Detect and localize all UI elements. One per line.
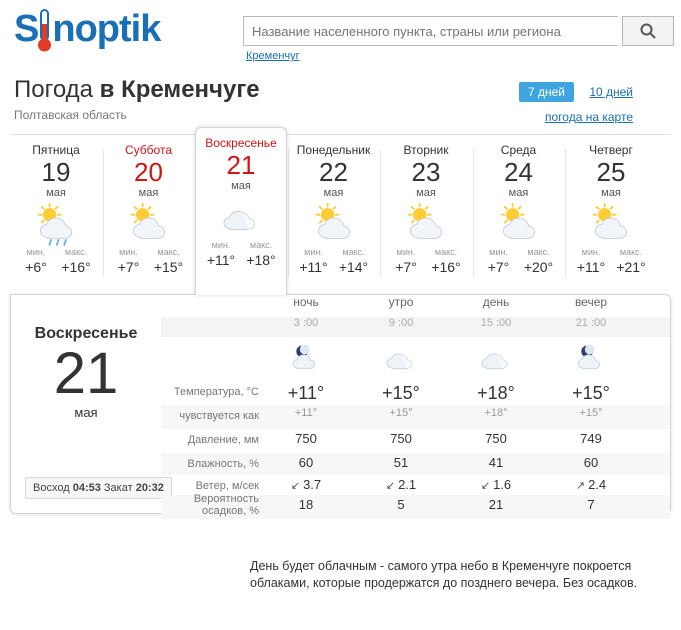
detail-day-of-week: Воскресенье xyxy=(34,325,138,342)
day-card-minmax-labels: мин. макс. xyxy=(581,247,643,257)
row-label: Вероятность осадков, % xyxy=(193,493,259,517)
day-description: День будет облачным - самого утра небо в Кременчуге покроется облаками, которые продержатся до позднего вечера. Без осадков. xyxy=(250,559,638,590)
page-title-city: в Кременчуге xyxy=(99,76,260,103)
part-weather-icon-cloud xyxy=(351,341,451,377)
row-value: 7 xyxy=(587,497,595,512)
day-card-23[interactable] xyxy=(380,135,472,290)
row-value: 51 xyxy=(393,455,409,470)
part-time-ночь: 3 :00 xyxy=(256,317,356,337)
row-value: +15° xyxy=(572,383,610,403)
row-value: 60 xyxy=(298,455,314,470)
row-value: 750 xyxy=(390,431,412,446)
wind-direction-icon: ↗ xyxy=(575,480,586,492)
part-time-вечер: 21 :00 xyxy=(541,317,641,337)
days-strip xyxy=(10,134,671,294)
day-detail-panel xyxy=(10,294,671,517)
part-weather-icon-moon-cloud xyxy=(256,341,356,377)
part-weather-icon-cloud xyxy=(446,341,546,377)
day-card-dow: Вторник xyxy=(403,143,449,157)
day-card-number: 21 xyxy=(226,150,256,180)
day-card-month: мая xyxy=(46,187,66,199)
day-card-minmax-values: +7° +20° xyxy=(487,259,554,275)
day-card-number: 24 xyxy=(504,157,533,187)
row-value: 21 xyxy=(488,497,504,512)
site-header xyxy=(0,0,681,62)
row-value: +15° xyxy=(382,383,420,403)
tab-10-days[interactable]: 10 дней xyxy=(589,85,633,99)
page-title-prefix: Погода xyxy=(14,76,100,103)
search-bar xyxy=(243,16,674,46)
row-value: +11° xyxy=(294,407,318,419)
day-card-minmax-labels: мин. макс. xyxy=(304,247,365,257)
weather-icon-sun-cloud xyxy=(380,203,472,245)
day-card-20[interactable] xyxy=(103,135,195,290)
wind-direction-icon: ↙ xyxy=(480,480,491,492)
wind-direction-icon: ↙ xyxy=(385,480,396,492)
sunset-label: Закат xyxy=(103,482,133,494)
day-card-dow: Среда xyxy=(500,143,537,157)
day-card-month: мая xyxy=(601,187,621,199)
row-value: ↙ 3.7 xyxy=(290,477,322,492)
weather-icon-sun-cloud xyxy=(473,203,565,245)
day-card-dow: Понедельник xyxy=(296,143,371,157)
day-card-minmax-labels: мин. макс. xyxy=(119,247,180,257)
row-value: ↗ 2.4 xyxy=(575,477,607,492)
day-card-minmax-labels: мин. макс. xyxy=(211,240,273,250)
weather-icon-sun-cloud xyxy=(565,203,657,245)
search-icon xyxy=(623,22,673,40)
day-card-minmax-labels: мин. макс. xyxy=(26,247,88,257)
part-time-утро: 9 :00 xyxy=(351,317,451,337)
day-card-22[interactable] xyxy=(288,135,380,290)
row-value: 750 xyxy=(485,431,507,446)
sunset-time: 20:32 xyxy=(135,482,164,494)
part-name-вечер: вечер xyxy=(574,295,608,309)
part-name-день: день xyxy=(482,295,510,309)
day-card-25[interactable] xyxy=(565,135,657,290)
row-value: 5 xyxy=(397,497,405,512)
row-value: 749 xyxy=(580,431,602,446)
sunrise-label: Восход xyxy=(33,482,70,494)
page-subtitle: Полтавская область xyxy=(14,108,127,122)
search-button[interactable] xyxy=(622,16,674,46)
day-card-minmax-labels: мин. макс. xyxy=(489,247,550,257)
day-card-minmax-values: +11° +14° xyxy=(299,259,369,275)
day-card-dow: Пятница xyxy=(32,143,80,157)
detail-day-number: 21 xyxy=(53,341,119,406)
day-card-month: мая xyxy=(323,187,344,199)
day-card-dow: Четверг xyxy=(589,143,633,157)
site-logo[interactable]: S noptik xyxy=(14,8,161,50)
row-label: Температура, °C xyxy=(173,386,259,398)
day-card-month: мая xyxy=(138,187,159,199)
day-card-number: 25 xyxy=(596,157,626,187)
weather-icon-sun-cloud xyxy=(103,203,195,245)
row-value: +15° xyxy=(579,407,603,419)
part-weather-icon-moon-cloud xyxy=(541,341,641,377)
row-value: 41 xyxy=(488,455,504,470)
day-card-24[interactable] xyxy=(473,135,565,290)
weather-icon-sun-cloud-rain xyxy=(10,203,102,245)
row-value: +18° xyxy=(477,383,515,403)
sun-times xyxy=(25,477,172,499)
day-card-minmax-values: +11° +18° xyxy=(206,252,276,268)
day-card-month: мая xyxy=(231,180,251,192)
day-card-21[interactable] xyxy=(195,127,287,295)
day-card-minmax-values: +7° +15° xyxy=(117,259,184,275)
day-card-minmax-values: +11° +21° xyxy=(576,259,646,275)
detail-date-block xyxy=(11,295,161,420)
day-card-19[interactable] xyxy=(10,135,102,290)
day-card-number: 19 xyxy=(41,157,71,187)
row-label: Влажность, % xyxy=(187,458,259,470)
row-value: +15° xyxy=(389,407,413,419)
page-title-block xyxy=(0,62,681,128)
row-value: +11° xyxy=(287,383,325,403)
day-card-month: мая xyxy=(416,187,436,199)
row-value: 750 xyxy=(295,431,317,446)
row-value: 60 xyxy=(583,455,599,470)
day-card-minmax-values: +6° +16° xyxy=(25,259,91,275)
weather-icon-sun-cloud xyxy=(288,203,380,245)
detail-grid xyxy=(161,295,670,517)
row-value: ↙ 2.1 xyxy=(385,477,417,492)
part-time-день: 15 :00 xyxy=(446,317,546,337)
day-card-dow: Воскресенье xyxy=(205,136,277,150)
row-label: Давление, мм xyxy=(187,434,259,446)
day-card-number: 22 xyxy=(319,157,348,187)
day-card-month: мая xyxy=(508,187,529,199)
search-input[interactable] xyxy=(243,16,618,46)
day-card-minmax-labels: мин. макс. xyxy=(396,247,458,257)
part-name-ночь: ночь xyxy=(293,295,319,309)
wind-direction-icon: ↙ xyxy=(290,480,301,492)
part-name-утро: утро xyxy=(388,295,414,309)
day-card-dow: Суббота xyxy=(125,143,172,157)
row-value: +18° xyxy=(484,407,508,419)
row-value: ↙ 1.6 xyxy=(480,477,512,492)
sunrise-time: 04:53 xyxy=(72,482,101,494)
row-label: Ветер, м/сек xyxy=(195,480,259,492)
day-card-number: 23 xyxy=(411,157,441,187)
day-card-number: 20 xyxy=(134,157,163,187)
tab-7-days[interactable]: 7 дней xyxy=(519,82,574,102)
weather-icon-cloud xyxy=(196,196,286,238)
weather-map-link[interactable]: погода на карте xyxy=(545,110,633,124)
detail-month: мая xyxy=(74,405,98,420)
day-card-minmax-values: +7° +16° xyxy=(395,259,461,275)
current-city-link[interactable]: Кременчуг xyxy=(246,50,300,62)
row-label: чувствуется как xyxy=(179,410,259,422)
forecast-range-tabs xyxy=(519,82,633,102)
row-value: 18 xyxy=(298,497,314,512)
